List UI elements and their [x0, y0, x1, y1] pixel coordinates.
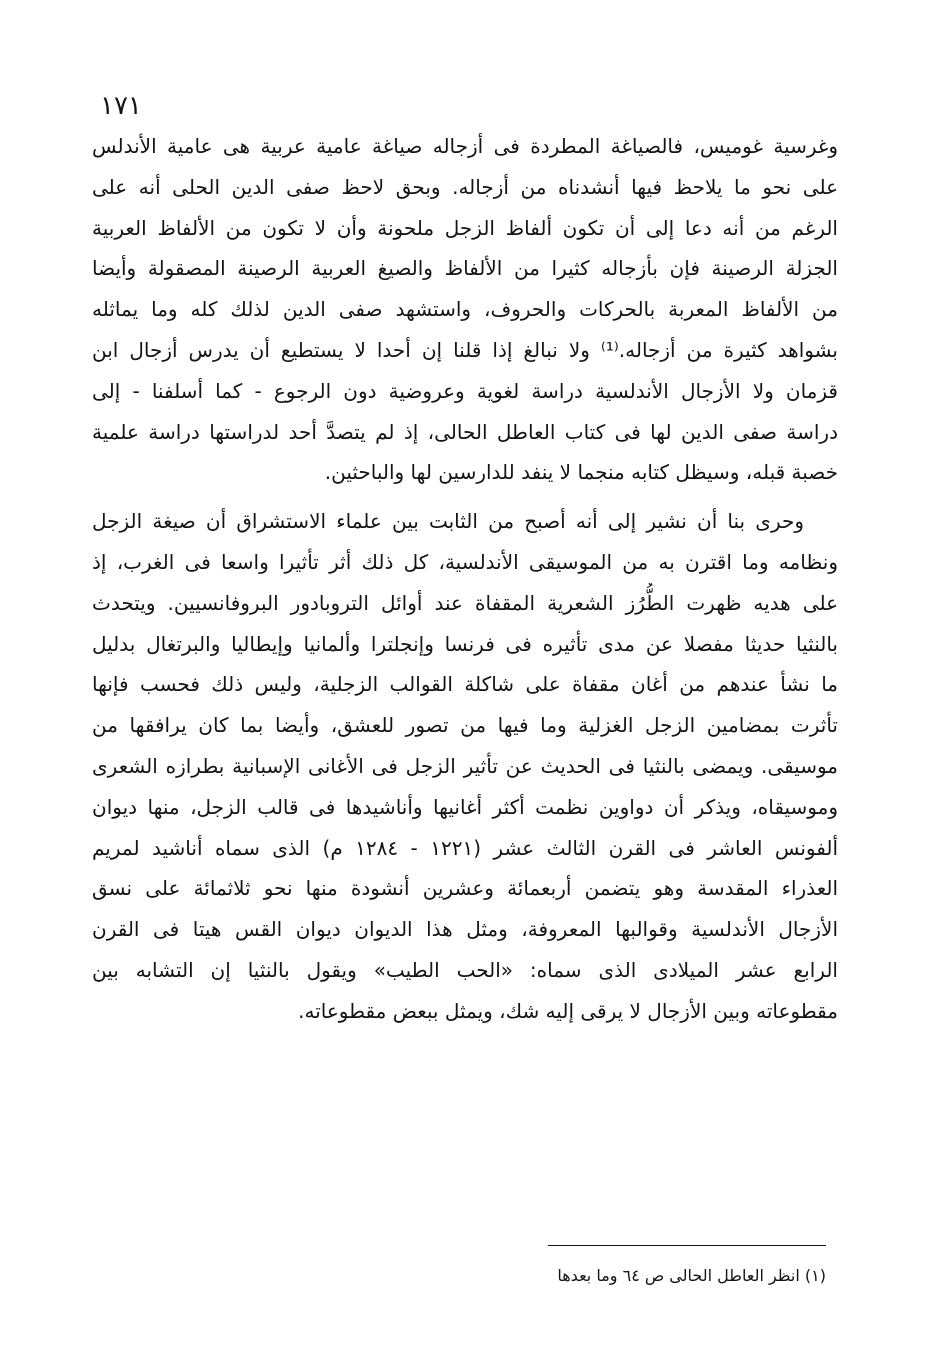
text-line: ما نشأ عندهم من أغان مقفاة على شاكلة القوالب الزجلية، وليس ذلك فحسب فإنها	[92, 672, 838, 697]
text-line: وموسيقاه، ويذكر أن دواوين نظمت أكثر أغانيها وأناشيدها فى قالب الزجل، منها ديوان	[92, 794, 838, 819]
text-line: الأزجال الأندلسية وقوالبها المعروفة، ومثل هذا الديوان ديوان القس هيتا فى القرن	[92, 917, 838, 942]
text-line: تأثرت بمضامين الزجل الغزلية وما فيها من تصور للعشق، وأيضا بما كان يرافقها من	[92, 713, 838, 738]
paragraph-spacer	[92, 493, 838, 501]
text-line: الجزلة الرصينة فإن بأزجاله كثيرا من الألفاظ والصيغ العربية الرصينة المصقولة وأيضا	[92, 256, 838, 281]
text-line: وحرى بنا أن نشير إلى أنه أصبح من الثابت بين علماء الاستشراق أن صيغة الزجل	[92, 509, 804, 534]
text-line: وغرسية غوميس، فالصياغة المطردة فى أزجاله صياغة عامية عربية هى عامية الأندلس	[92, 134, 838, 158]
text-line: من الألفاظ المعربة بالحركات والحروف، واستشهد صفى الدين لذلك كله وما يماثله	[92, 297, 838, 322]
text-line: خصبة قبله، وسيظل كتابه منجما لا ينفد للدارسين لها والباحثين.	[324, 460, 838, 485]
paragraph-2	[92, 501, 838, 1031]
text-line: الرابع عشر الميلادى الذى سماه: «الحب الطيب» ويقول بالنثيا إن التشابه بين	[92, 957, 838, 982]
page-number: ١٧١	[100, 91, 142, 121]
body-text	[92, 126, 838, 1032]
paragraph-1	[92, 126, 838, 493]
text-line: قزمان ولا الأزجال الأندلسية دراسة لغوية وعروضية دون الرجوع - كما أسلفنا - إلى	[92, 378, 838, 403]
footnote: (١) انظر العاطل الحالى ص ٦٤ وما بعدها	[557, 1266, 826, 1285]
text-line: ألفونس العاشر فى القرن الثالث عشر (١٢٢١ - ١٢٨٤ م) الذى سماه أناشيد لمريم	[92, 835, 838, 860]
text-line: دراسة صفى الدين لها فى كتاب العاطل الحالى، إذ لم يتصدَّ أحد لدراستها دراسة علمية	[92, 419, 838, 444]
text-line: بالنثيا حديثا مفصلا عن مدى تأثيره فى فرنسا وإنجلترا وألمانيا وإيطاليا والبرتغال بدليل	[92, 631, 838, 656]
text-line: مقطوعاته وبين الأزجال لا يرقى إليه شك، ويمثل ببعض مقطوعاته.	[298, 998, 838, 1023]
footnote-separator	[548, 1245, 826, 1246]
text-line: ونظامه وما اقترن به من الموسيقى الأندلسية، كل ذلك أثر تأثيرا واسعا فى الغرب، إذ	[92, 549, 838, 574]
text-line: العذراء المقدسة وهو يتضمن أربعمائة وعشرين أنشودة منها نحو ثلاثمائة على نسق	[92, 876, 838, 901]
text-line: موسيقى. ويمضى بالنثيا فى الحديث عن تأثير الزجل فى الأغانى الإسبانية بطرازه الشعرى	[92, 753, 838, 778]
text-line: على نحو ما يلاحظ فيها أنشدناه من أزجاله. وبحق لاحظ صفى الدين الحلى أنه على	[92, 174, 838, 199]
text-line: على هديه ظهرت الطُّرُز الشعرية المقفاة عند أوائل التروبادور البروفانسيين. ويتحدث	[92, 590, 838, 615]
text-line: الرغم من أنه دعا إلى أن تكون ألفاظ الزجل ملحونة وأن لا تكون من الألفاظ العربية	[92, 215, 838, 240]
text-line: بشواهد كثيرة من أزجاله.⁽¹⁾ ولا نبالغ إذا قلنا إن أحدا لا يستطيع أن يدرس أزجال ابن	[92, 337, 838, 362]
